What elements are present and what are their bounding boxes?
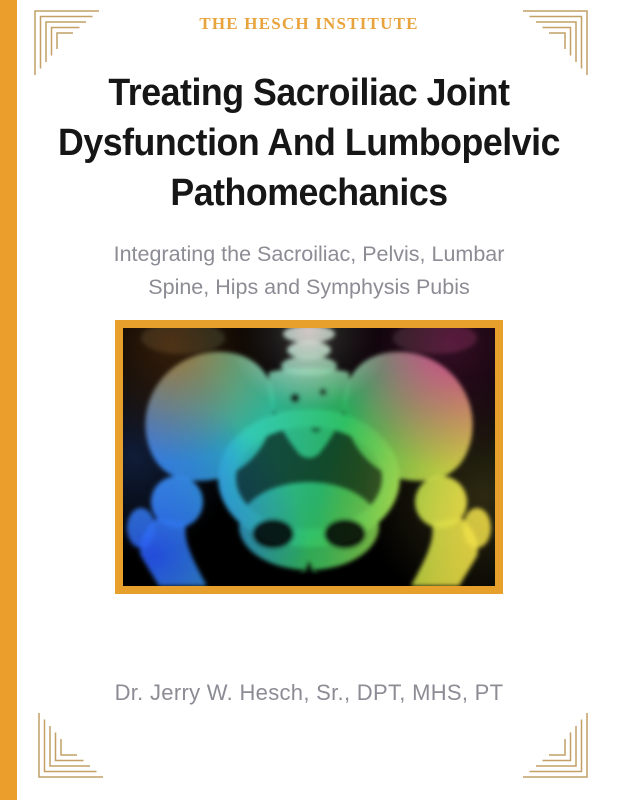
- subtitle-line-2: Spine, Hips and Symphysis Pubis: [148, 275, 470, 299]
- author-name: Dr. Jerry W. Hesch, Sr., DPT, MHS, PT: [114, 680, 504, 705]
- pelvis-xray-frame: [115, 320, 503, 594]
- institute-name: THE HESCH INSTITUTE: [199, 14, 419, 33]
- title-line-2: Dysfunction And Lumbopelvic: [58, 122, 560, 164]
- color-haze-overlay: [123, 328, 495, 586]
- book-title: [19, 68, 600, 218]
- title-line-3: Pathomechanics: [170, 172, 448, 214]
- pelvis-xray-image: [123, 328, 495, 586]
- book-subtitle: [0, 238, 618, 304]
- title-line-1: Treating Sacroiliac Joint: [108, 72, 510, 114]
- subtitle-line-1: Integrating the Sacroiliac, Pelvis, Lumbar: [113, 242, 505, 266]
